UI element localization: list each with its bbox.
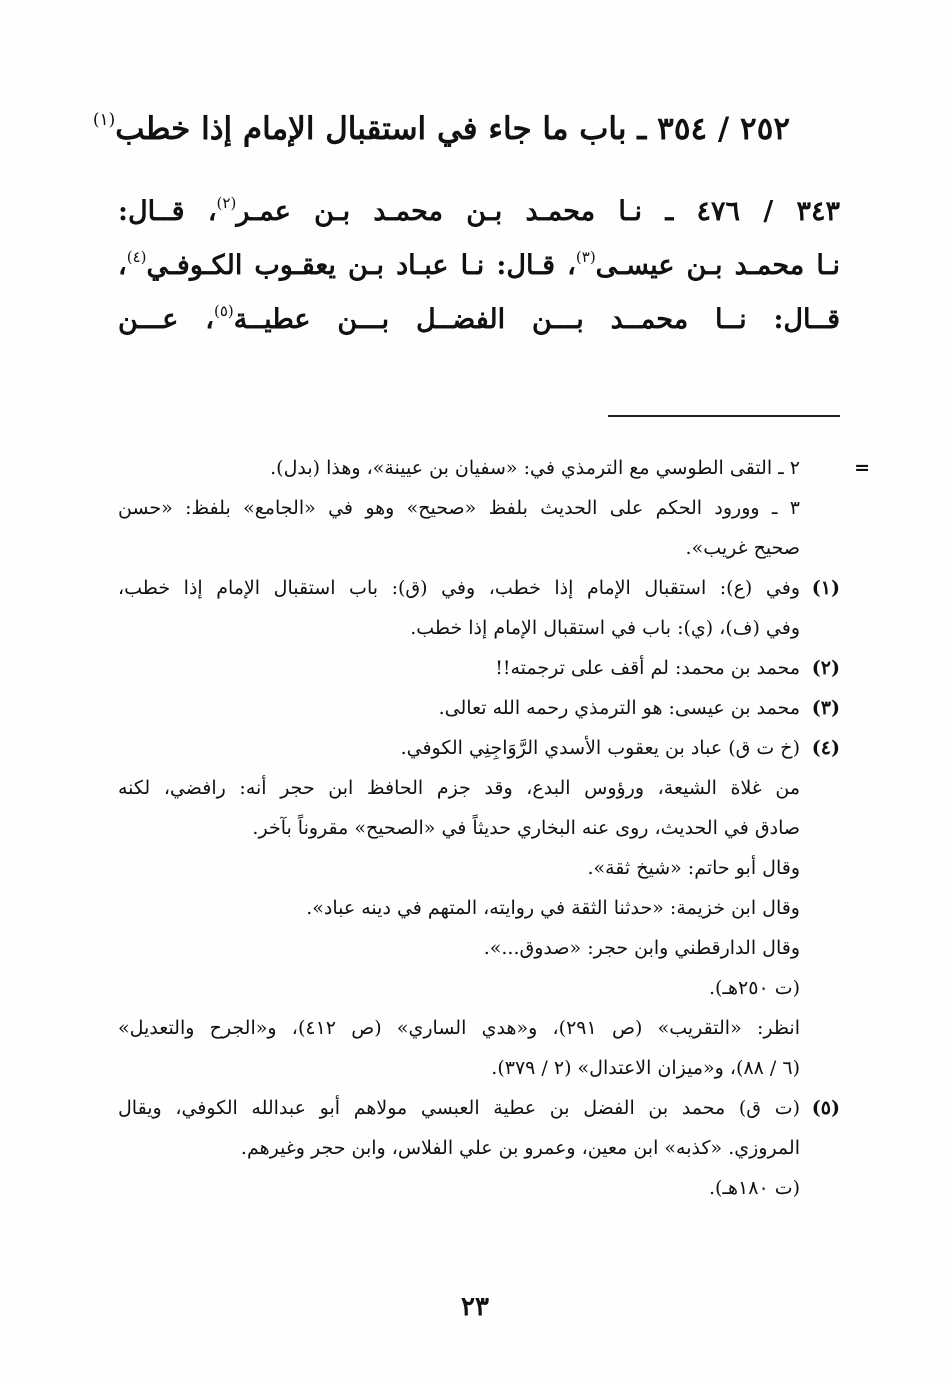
chapter-heading	[92, 100, 790, 149]
bio-line-8: (٦ / ٨٨)، و«ميزان الاعتدال» (٢ / ٣٧٩).	[491, 1057, 800, 1079]
bio-line-2: صادق في الحديث، روى عنه البخاري حديثاً في «الصحيح» مقروناً بآخر.	[252, 817, 800, 839]
footnote-2-body	[118, 648, 800, 688]
heading-footnote-ref: (١)	[92, 110, 116, 130]
footnote-4-body	[118, 728, 800, 768]
footnote-1-line-2: وفي (ف)، (ي): باب في استقبال الإمام إذا خطب.	[410, 617, 800, 639]
bio-line-4: وقال ابن خزيمة: «حدثنا الثقة في روايته، المتهم في دينه عباد».	[306, 897, 800, 919]
hadith-line-3-end: ، عـــن	[118, 304, 214, 335]
footnote-4-text: (خ ت ق) عباد بن يعقوب الأسدي الرَّوَاجِنِي الكوفي.	[400, 737, 800, 759]
footnote-divider	[608, 415, 840, 417]
continuation-line-3: صحيح غريب».	[685, 537, 800, 559]
footnote-5-body	[118, 1088, 800, 1208]
footnote-1-number: (١)	[811, 577, 840, 599]
continuation-body	[118, 448, 800, 568]
footnote-1-body	[118, 568, 800, 648]
hadith-text	[118, 176, 840, 338]
footnote-4	[118, 728, 840, 768]
footnote-4-biography	[118, 768, 800, 1088]
bio-line-3: وقال أبو حاتم: «شيخ ثقة».	[587, 857, 800, 879]
footnote-3	[118, 688, 840, 728]
footnote-ref-3: (٣)	[575, 248, 596, 266]
continuation-mark: =	[854, 457, 870, 479]
hadith-line-3-text: قــال: نــا محمــد بـــن الفضــل بـــن عطيــة	[233, 304, 840, 335]
continuation-line-1: ٢ ـ التقى الطوسي مع الترمذي في: «سفيان بن عيينة»، وهذا (بدل).	[270, 457, 800, 479]
bio-line-1: من غلاة الشيعة، ورؤوس البدع، وقد جزم الحافظ ابن حجر أنه: رافضي، لكنه	[118, 777, 800, 799]
hadith-line-1	[118, 176, 840, 230]
hadith-line-1-text: ٣٤٣ / ٤٧٦ ـ نـا محمـد بـن محمـد بـن عمـر	[236, 196, 840, 227]
bio-line-5: وقال الدارقطني وابن حجر: «صدوق...».	[483, 937, 800, 959]
footnote-5-line-3: (ت ١٨٠هـ).	[708, 1177, 800, 1199]
continuation-line-2: ٣ ـ وورود الحكم على الحديث بلفظ «صحيح» وهو في «الجامع» بلفظ: «حسن	[118, 497, 800, 519]
footnote-continuation	[118, 448, 870, 568]
bio-line-7: انظر: «التقريب» (ص ٢٩١)، و«هدي الساري» (ص ٤١٢)، و«الجرح والتعديل»	[118, 1017, 800, 1039]
footnote-2	[118, 648, 840, 688]
footnote-2-number: (٢)	[811, 657, 840, 679]
footnote-ref-2: (٢)	[216, 194, 237, 212]
hadith-line-2	[118, 230, 840, 284]
footnote-ref-4: (٤)	[126, 248, 147, 266]
hadith-line-3	[118, 284, 840, 338]
footnote-5-line-1: (ت ق) محمد بن الفضل بن عطية العبسي مولاهم أبو عبدالله الكوفي، ويقال	[118, 1097, 800, 1119]
footnote-5-number: (٥)	[811, 1097, 840, 1119]
hadith-line-2-middle: ، قـال: نـا عبـاد بـن يعقـوب الكـوفـي	[146, 250, 576, 281]
footnote-3-number: (٣)	[811, 697, 840, 719]
footnote-5-line-2: المروزي. «كذبه» ابن معين، وعمرو بن علي الفلاس، وابن حجر وغيرهم.	[240, 1137, 800, 1159]
chapter-title: ٢٥٢ / ٣٥٤ ـ باب ما جاء في استقبال الإمام إذا خطب	[115, 111, 790, 147]
page-number: ٢٣	[461, 1292, 489, 1322]
footnote-3-body	[118, 688, 800, 728]
hadith-line-1-end: ، قــال:	[118, 196, 217, 227]
footnote-2-text: محمد بن محمد: لم أقف على ترجمته!!	[495, 657, 800, 679]
hadith-line-2-text: نـا محمـد بـن عيسـى	[595, 250, 840, 281]
footnotes	[118, 448, 870, 1208]
footnote-1-line-1: وفي (ع): استقبال الإمام إذا خطب، وفي (ق): باب استقبال الإمام إذا خطب،	[118, 577, 800, 599]
footnote-3-text: محمد بن عيسى: هو الترمذي رحمه الله تعالى.	[438, 697, 800, 719]
bio-line-6: (ت ٢٥٠هـ).	[708, 977, 800, 999]
hadith-line-2-end: ،	[118, 250, 127, 281]
footnote-ref-5: (٥)	[214, 302, 234, 320]
footnote-1	[118, 568, 840, 648]
footnote-4-number: (٤)	[811, 737, 840, 759]
footnote-5	[118, 1088, 840, 1208]
